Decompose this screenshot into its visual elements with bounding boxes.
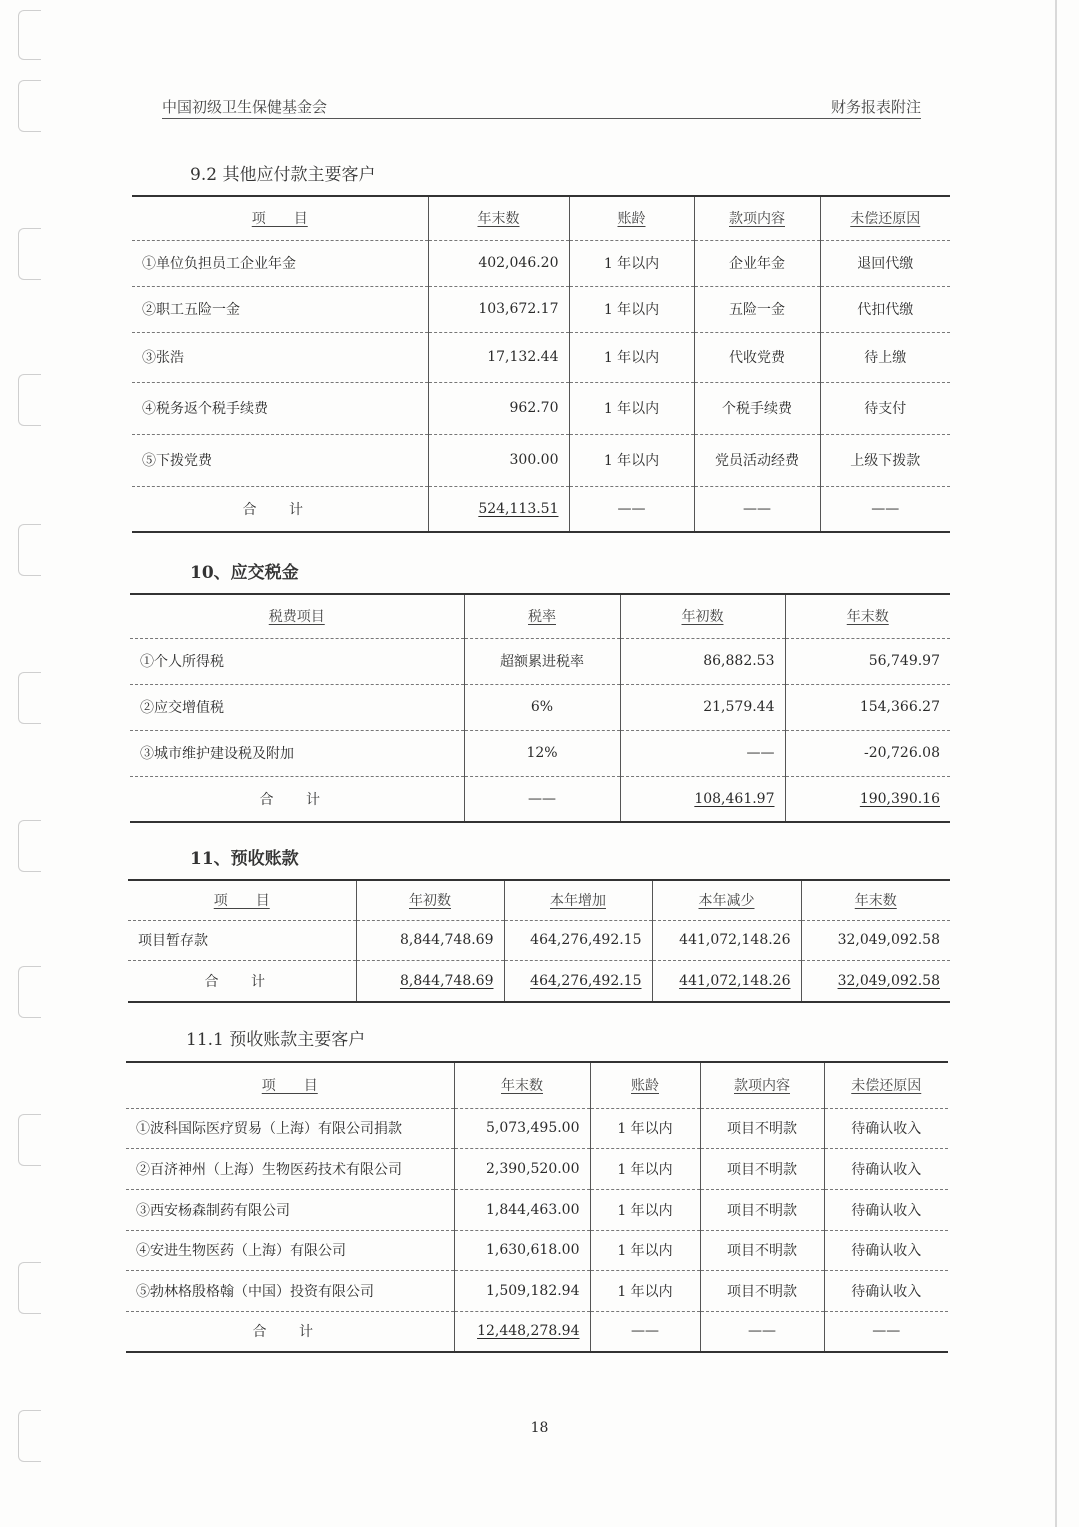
cell-total-begin: 8,844,748.69 bbox=[356, 960, 504, 1002]
cell-item: 项目暂存款 bbox=[128, 920, 356, 960]
cell-aging: 1 年以内 bbox=[569, 286, 694, 332]
cell-dash: —— bbox=[700, 1311, 824, 1352]
cell-reason: 待确认收入 bbox=[824, 1189, 948, 1230]
col-header: 本年减少 bbox=[652, 880, 801, 920]
binder-hole bbox=[18, 10, 41, 60]
cell-item: ②职工五险一金 bbox=[132, 286, 428, 332]
cell-dash: —— bbox=[569, 486, 694, 532]
cell-end: 32,049,092.58 bbox=[801, 920, 950, 960]
doc-title: 财务报表附注 bbox=[830, 98, 921, 116]
cell-total-amount: 12,448,278.94 bbox=[454, 1311, 590, 1352]
cell-reason: 待确认收入 bbox=[824, 1108, 948, 1148]
cell-aging: 1 年以内 bbox=[590, 1270, 700, 1311]
cell-total-label: 合 计 bbox=[128, 960, 356, 1002]
cell-amount: 5,073,495.00 bbox=[454, 1108, 590, 1148]
table-row bbox=[126, 1148, 948, 1189]
binder-hole bbox=[18, 374, 41, 426]
cell-decrease: 441,072,148.26 bbox=[652, 920, 801, 960]
cell-total-label: 合 计 bbox=[130, 776, 464, 822]
cell-aging: 1 年以内 bbox=[590, 1189, 700, 1230]
table-row bbox=[132, 286, 950, 332]
cell-content: 代收党费 bbox=[694, 332, 820, 382]
org-name: 中国初级卫生保健基金会 bbox=[162, 98, 328, 116]
cell-total-end: 32,049,092.58 bbox=[801, 960, 950, 1002]
cell-amount: 1,509,182.94 bbox=[454, 1270, 590, 1311]
col-header: 项 目 bbox=[213, 893, 270, 910]
binder-hole bbox=[18, 966, 41, 1018]
cell-end: 56,749.97 bbox=[785, 638, 950, 684]
col-header: 税费项目 bbox=[268, 609, 325, 626]
cell-item: ③西安杨森制药有限公司 bbox=[126, 1189, 454, 1230]
col-header: 年末数 bbox=[801, 880, 950, 920]
cell-total-amount: 524,113.51 bbox=[428, 486, 569, 532]
col-header: 项 目 bbox=[251, 211, 308, 228]
binder-hole bbox=[18, 1262, 41, 1314]
cell-aging: 1 年以内 bbox=[590, 1108, 700, 1148]
table-header-row bbox=[130, 594, 950, 638]
cell-rate: 12% bbox=[464, 730, 620, 776]
cell-content: 项目不明款 bbox=[700, 1148, 824, 1189]
cell-item: ①单位负担员工企业年金 bbox=[132, 240, 428, 286]
binder-hole bbox=[18, 80, 41, 132]
cell-amount: 103,672.17 bbox=[428, 286, 569, 332]
cell-reason: 上级下拨款 bbox=[820, 434, 950, 486]
page-number: 18 bbox=[530, 1420, 549, 1436]
table-header-row bbox=[132, 196, 950, 240]
cell-total-begin: 108,461.97 bbox=[620, 776, 785, 822]
section-title-11: 11、预收账款 bbox=[190, 849, 299, 869]
cell-amount: 1,630,618.00 bbox=[454, 1230, 590, 1270]
col-header: 年初数 bbox=[356, 880, 504, 920]
table-other-payables bbox=[132, 195, 950, 533]
cell-content: 个税手续费 bbox=[694, 382, 820, 434]
total-row bbox=[132, 486, 950, 532]
cell-content: 党员活动经费 bbox=[694, 434, 820, 486]
binder-hole bbox=[18, 524, 41, 576]
cell-begin: 21,579.44 bbox=[620, 684, 785, 730]
col-header: 年末数 bbox=[454, 1062, 590, 1108]
cell-increase: 464,276,492.15 bbox=[504, 920, 652, 960]
cell-reason: 待上缴 bbox=[820, 332, 950, 382]
cell-total-increase: 464,276,492.15 bbox=[504, 960, 652, 1002]
cell-total-decrease: 441,072,148.26 bbox=[652, 960, 801, 1002]
cell-dash: —— bbox=[590, 1311, 700, 1352]
table-header-row bbox=[126, 1062, 948, 1108]
section-title-9-2: 9.2 其他应付款主要客户 bbox=[190, 165, 376, 185]
page-header bbox=[162, 94, 921, 119]
scan-edge bbox=[1055, 0, 1057, 1527]
cell-aging: 1 年以内 bbox=[590, 1230, 700, 1270]
cell-dash: —— bbox=[820, 486, 950, 532]
cell-reason: 待确认收入 bbox=[824, 1148, 948, 1189]
cell-item: ②百济神州（上海）生物医药技术有限公司 bbox=[126, 1148, 454, 1189]
col-header: 年末数 bbox=[428, 196, 569, 240]
table-row bbox=[128, 920, 950, 960]
cell-amount: 1,844,463.00 bbox=[454, 1189, 590, 1230]
table-row bbox=[126, 1230, 948, 1270]
table-row bbox=[132, 382, 950, 434]
col-header: 本年增加 bbox=[504, 880, 652, 920]
cell-content: 项目不明款 bbox=[700, 1230, 824, 1270]
table-row bbox=[130, 684, 950, 730]
table-row bbox=[126, 1189, 948, 1230]
cell-reason: 待支付 bbox=[820, 382, 950, 434]
cell-item: ⑤勃林格殷格翰（中国）投资有限公司 bbox=[126, 1270, 454, 1311]
col-header: 年初数 bbox=[620, 594, 785, 638]
cell-dash: —— bbox=[824, 1311, 948, 1352]
cell-dash: —— bbox=[464, 776, 620, 822]
table-row bbox=[126, 1108, 948, 1148]
cell-item: ①波科国际医疗贸易（上海）有限公司捐款 bbox=[126, 1108, 454, 1148]
col-header: 年末数 bbox=[785, 594, 950, 638]
cell-item: ③张浩 bbox=[132, 332, 428, 382]
cell-aging: 1 年以内 bbox=[569, 434, 694, 486]
table-row bbox=[130, 638, 950, 684]
col-header: 款项内容 bbox=[694, 196, 820, 240]
col-header: 账龄 bbox=[590, 1062, 700, 1108]
total-row bbox=[130, 776, 950, 822]
cell-content: 五险一金 bbox=[694, 286, 820, 332]
binder-hole bbox=[18, 820, 41, 872]
cell-content: 企业年金 bbox=[694, 240, 820, 286]
cell-rate: 超额累进税率 bbox=[464, 638, 620, 684]
cell-item: ④税务返个税手续费 bbox=[132, 382, 428, 434]
cell-aging: 1 年以内 bbox=[569, 332, 694, 382]
total-row bbox=[126, 1311, 948, 1352]
cell-begin: —— bbox=[620, 730, 785, 776]
total-row bbox=[128, 960, 950, 1002]
cell-dash: —— bbox=[694, 486, 820, 532]
table-row bbox=[132, 434, 950, 486]
cell-aging: 1 年以内 bbox=[569, 382, 694, 434]
cell-aging: 1 年以内 bbox=[569, 240, 694, 286]
cell-total-label: 合 计 bbox=[132, 486, 428, 532]
col-header: 款项内容 bbox=[700, 1062, 824, 1108]
cell-reason: 代扣代缴 bbox=[820, 286, 950, 332]
cell-total-end: 190,390.16 bbox=[785, 776, 950, 822]
col-header: 未偿还原因 bbox=[824, 1062, 948, 1108]
cell-item: ③城市维护建设税及附加 bbox=[130, 730, 464, 776]
table-taxes-payable bbox=[130, 593, 950, 823]
cell-amount: 17,132.44 bbox=[428, 332, 569, 382]
cell-item: ①个人所得税 bbox=[130, 638, 464, 684]
cell-reason: 待确认收入 bbox=[824, 1230, 948, 1270]
table-header-row bbox=[128, 880, 950, 920]
table-row bbox=[126, 1270, 948, 1311]
col-header: 未偿还原因 bbox=[820, 196, 950, 240]
table-row bbox=[132, 332, 950, 382]
cell-begin: 86,882.53 bbox=[620, 638, 785, 684]
table-advance-receipts bbox=[128, 879, 950, 1003]
table-advance-receipts-customers bbox=[126, 1061, 948, 1353]
cell-item: ②应交增值税 bbox=[130, 684, 464, 730]
cell-item: ⑤下拨党费 bbox=[132, 434, 428, 486]
binder-hole bbox=[18, 1410, 41, 1462]
binder-hole bbox=[18, 672, 41, 724]
cell-aging: 1 年以内 bbox=[590, 1148, 700, 1189]
cell-end: 154,366.27 bbox=[785, 684, 950, 730]
col-header: 账龄 bbox=[569, 196, 694, 240]
cell-content: 项目不明款 bbox=[700, 1189, 824, 1230]
cell-content: 项目不明款 bbox=[700, 1108, 824, 1148]
col-header: 项 目 bbox=[261, 1078, 318, 1095]
cell-content: 项目不明款 bbox=[700, 1270, 824, 1311]
cell-total-label: 合 计 bbox=[126, 1311, 454, 1352]
cell-amount: 300.00 bbox=[428, 434, 569, 486]
cell-begin: 8,844,748.69 bbox=[356, 920, 504, 960]
table-row bbox=[132, 240, 950, 286]
cell-reason: 退回代缴 bbox=[820, 240, 950, 286]
cell-item: ④安进生物医药（上海）有限公司 bbox=[126, 1230, 454, 1270]
section-title-10: 10、应交税金 bbox=[190, 563, 299, 583]
binder-hole bbox=[18, 228, 41, 280]
cell-amount: 2,390,520.00 bbox=[454, 1148, 590, 1189]
section-title-11-1: 11.1 预收账款主要客户 bbox=[186, 1030, 366, 1050]
cell-rate: 6% bbox=[464, 684, 620, 730]
table-row bbox=[130, 730, 950, 776]
cell-amount: 402,046.20 bbox=[428, 240, 569, 286]
cell-end: -20,726.08 bbox=[785, 730, 950, 776]
cell-reason: 待确认收入 bbox=[824, 1270, 948, 1311]
col-header: 税率 bbox=[464, 594, 620, 638]
binder-hole bbox=[18, 1114, 41, 1166]
cell-amount: 962.70 bbox=[428, 382, 569, 434]
